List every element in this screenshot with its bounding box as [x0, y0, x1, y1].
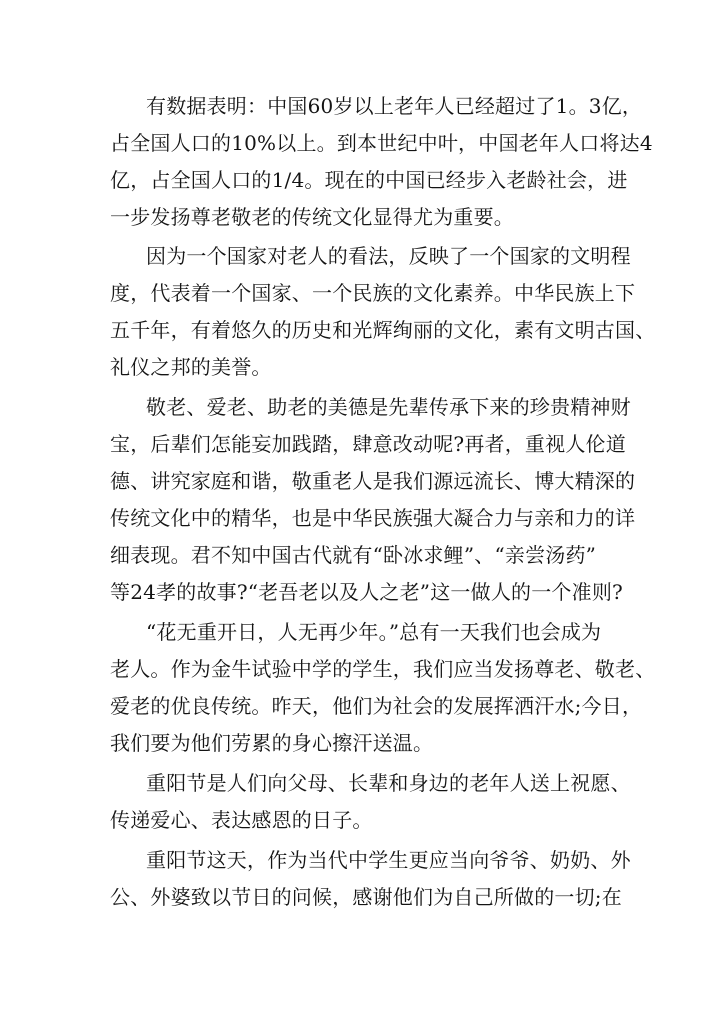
text-line: 德、讲究家庭和谐，敬重老人是我们源远流长、博大精深的	[110, 469, 636, 493]
text-line: 传递爱心、表达感恩的日子。	[110, 808, 373, 832]
text-line: 因为一个国家对老人的看法，反映了一个国家的文明程	[146, 244, 631, 268]
text-line: 敬老、爱老、助老的美德是先辈传承下来的珍贵精神财	[146, 395, 631, 419]
text-line: 礼仪之邦的美誉。	[110, 355, 272, 379]
text-line: 重阳节是人们向父母、长辈和身边的老年人送上祝愿、	[146, 771, 631, 795]
text-line: 占全国人口的10%以上。到本世纪中叶，中国老年人口将达4	[110, 131, 653, 155]
text-line: 度，代表着一个国家、一个民族的文化素养。中华民族上下	[110, 281, 636, 305]
text-line: 公、外婆致以节日的问候，感谢他们为自己所做的一切;在	[110, 885, 622, 909]
text-line: 有数据表明：中国60岁以上老年人已经超过了1。3亿，	[146, 94, 643, 118]
text-line: 细表现。君不知中国古代就有“卧冰求鲤”、“亲尝汤药”	[110, 543, 597, 567]
text-line: “花无重开日，人无再少年。”总有一天我们也会成为	[146, 620, 602, 644]
text-line: 宝，后辈们怎能妄加践踏，肆意改动呢?再者，重视人伦道	[110, 432, 626, 456]
text-line: 等24孝的故事?“老吾老以及人之老”这一做人的一个准则?	[110, 580, 623, 604]
text-line: 一步发扬尊老敬老的传统文化显得尤为重要。	[110, 205, 514, 229]
text-line: 重阳节这天，作为当代中学生更应当向爷爷、奶奶、外	[146, 848, 631, 872]
text-line: 老人。作为金牛试验中学的学生，我们应当发扬尊老、敬老、	[110, 657, 656, 681]
text-line: 我们要为他们劳累的身心擦汗送温。	[110, 731, 434, 755]
text-line: 亿，占全国人口的1/4。现在的中国已经步入老龄社会，进	[110, 168, 628, 192]
text-line: 爱老的优良传统。昨天，他们为社会的发展挥洒汗水;今日，	[110, 694, 643, 718]
text-line: 五千年，有着悠久的历史和光辉绚丽的文化，素有文明古国、	[110, 318, 656, 342]
text-line: 传统文化中的精华，也是中华民族强大凝合力与亲和力的详	[110, 506, 636, 530]
